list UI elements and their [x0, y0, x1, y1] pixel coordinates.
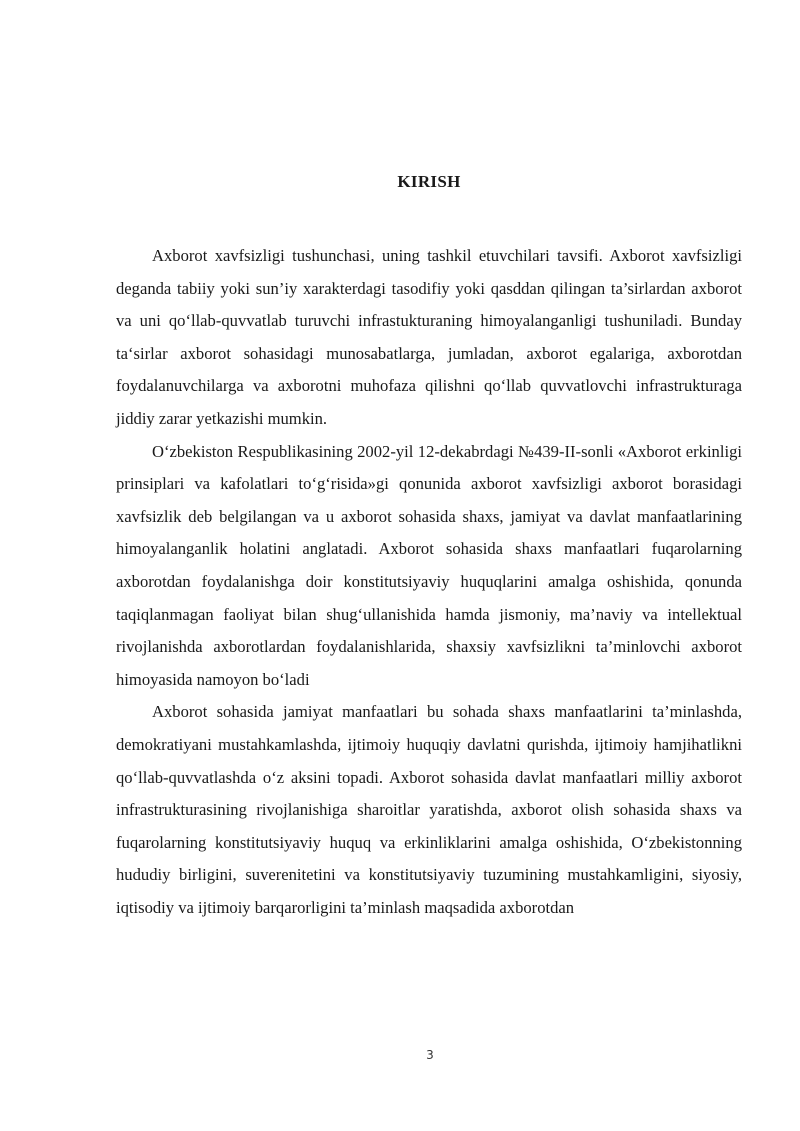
page-number: 3	[426, 1048, 434, 1062]
paragraph-2: O‘zbekiston Respublikasining 2002-yil 12-dekabrdagi №439-II-sonli «Axborot erkinligi prinsiplari va kafolatlari to‘g‘risida»gi qonunida axborot xavfsizligi axborot borasidagi xavfsizlik deb belgilangan va u axborot sohasida shaxs, jamiyat va davlat manfaatlarining himoyalanganlik holatini anglatadi. Axborot sohasida shaxs manfaatlari fuqarolarning axborotdan foydalanishga doir konstitutsiyaviy huquqlarini amalga oshishida, qonunda taqiqlanmagan faoliyat bilan shug‘ullanishida hamda jismoniy, ma’naviy va intellektual rivojlanishda axborotlardan foydalanishlarida, shaxsiy xavfsizlikni ta’minlovchi axborot himoyasida namoyon bo‘ladi	[116, 441, 742, 689]
document-page	[116, 172, 742, 924]
page-title: KIRISH	[397, 172, 461, 191]
paragraph-1: Axborot xavfsizligi tushunchasi, uning tashkil etuvchilari tavsifi. Axborot xavfsizligi deganda tabiiy yoki sun’iy xarakterdagi tasodifiy yoki qasddan qilingan ta’sirlardan axborot va uni qo‘llab-quvvatlab turuvchi infrastukturaning himoyalanganligi tushuniladi. Bunday ta‘sirlar axborot sohasidagi munosabatlarga, jumladan, axborot egalariga, axborotdan foydalanuvchilarga va axborotni muhofaza qilishni qo‘llab quvvatlovchi infrastrukturaga jiddiy zarar yetkazishi mumkin.	[116, 246, 742, 428]
paragraph-3: Axborot sohasida jamiyat manfaatlari bu sohada shaxs manfaatlarini ta’minlashda, demokratiyani mustahkamlashda, ijtimoiy huquqiy davlatni qurishda, ijtimoiy hamjihatlikni qo‘llab-quvvatlashda o‘z aksini topadi. Axborot sohasida davlat manfaatlari milliy axborot infrastrukturasining rivojlanishiga sharoitlar yaratishda, axborot olish sohasida shaxs va fuqarolarning konstitutsiyaviy huquq va erkinliklarini amalga oshishida, O‘zbekistonning hududiy birligini, suverenitetini va konstitutsiyaviy tuzumining mustahkamligini, siyosiy, iqtisodiy va ijtimoiy barqarorligini ta’minlash maqsadida axborotdan	[116, 702, 742, 917]
